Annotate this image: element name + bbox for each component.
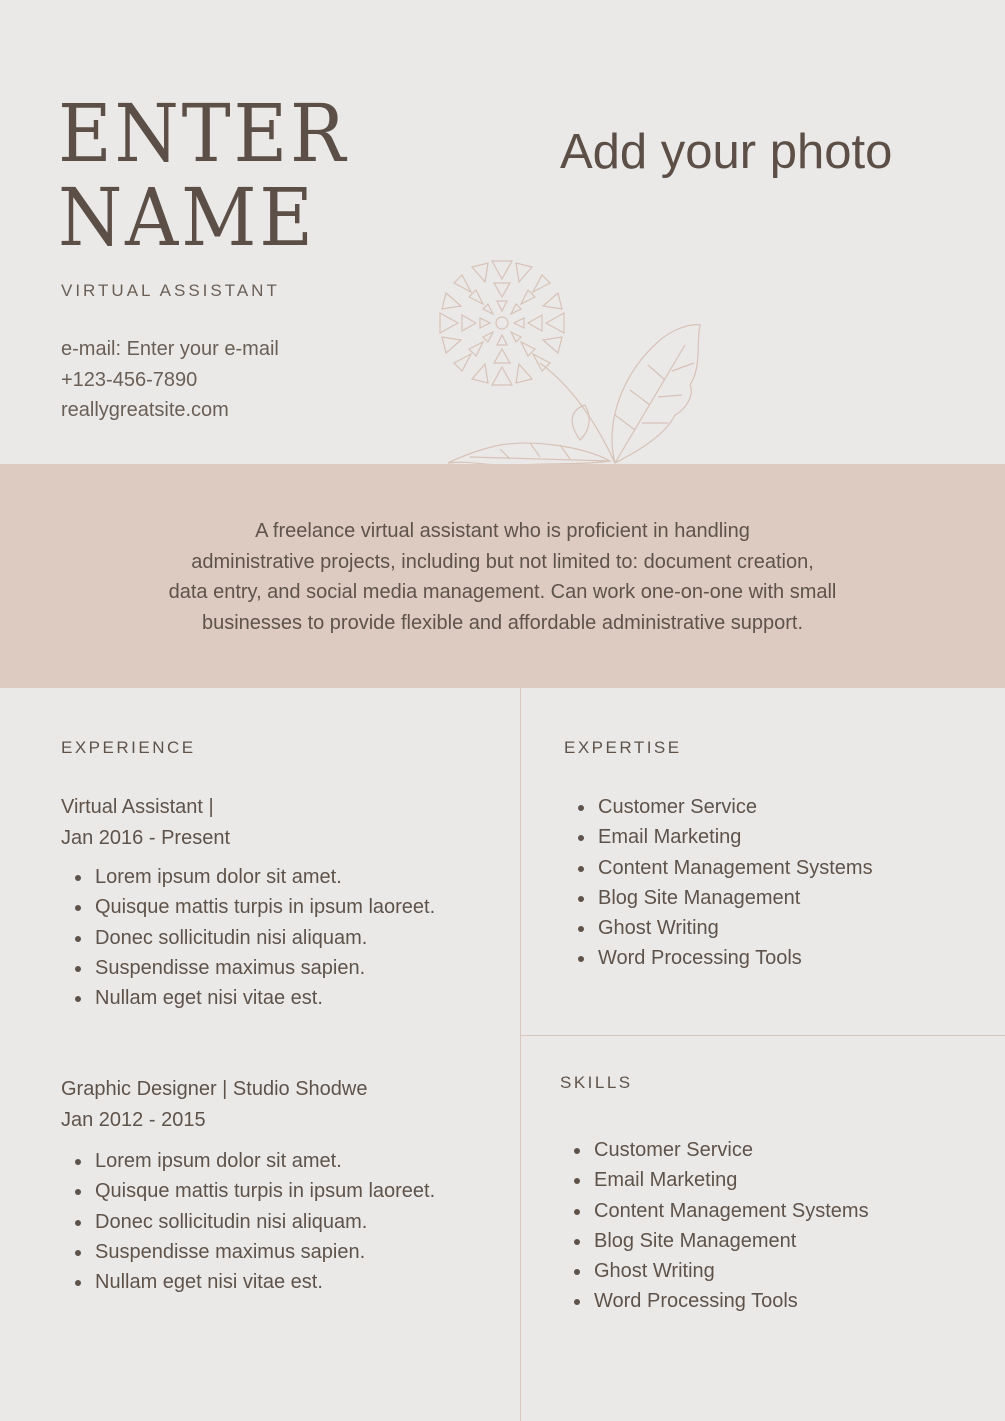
column-divider: [520, 688, 521, 1421]
list-item: Word Processing Tools: [564, 943, 873, 973]
list-item: Lorem ipsum dolor sit amet.: [61, 1146, 435, 1176]
job-entry-1-bullets: [61, 862, 435, 1013]
name-line-1: ENTER: [58, 87, 349, 180]
flower-stem: [540, 363, 615, 463]
name-heading: [58, 87, 349, 264]
list-item: Suspendisse maximus sapien.: [61, 1237, 435, 1267]
summary-line: businesses to provide flexible and affordable administrative support.: [201, 611, 804, 634]
list-item: Word Processing Tools: [560, 1286, 869, 1316]
list-item: Email Marketing: [564, 822, 873, 852]
contact-block: [61, 334, 279, 426]
list-item: Suspendisse maximus sapien.: [61, 953, 435, 983]
list-item: Nullam eget nisi vitae est.: [61, 983, 435, 1013]
list-item: Content Management Systems: [564, 853, 873, 883]
contact-phone: +123-456-7890: [61, 368, 198, 391]
section-divider: [521, 1035, 1005, 1036]
skills-heading: SKILLS: [560, 1073, 633, 1092]
list-item: Email Marketing: [560, 1165, 869, 1195]
summary-line: administrative projects, including but not limited to: document creation,: [191, 550, 814, 573]
job-dates: Jan 2012 - 2015: [61, 1108, 206, 1131]
job-title: Graphic Designer | Studio Shodwe: [61, 1078, 368, 1100]
job-entry-1-header: [61, 792, 230, 853]
job-dates: Jan 2016 - Present: [61, 826, 230, 849]
expertise-list: [564, 792, 873, 974]
list-item: Ghost Writing: [564, 913, 873, 943]
job-entry-2-header: [61, 1074, 367, 1135]
list-item: Quisque mattis turpis in ipsum laoreet.: [61, 1176, 435, 1206]
list-item: Lorem ipsum dolor sit amet.: [61, 862, 435, 892]
list-item: Content Management Systems: [560, 1196, 869, 1226]
name-line-2: NAME: [58, 171, 316, 264]
list-item: Customer Service: [564, 792, 873, 822]
leaf-small: [572, 405, 589, 440]
contact-email: e-mail: Enter your e-mail: [61, 338, 279, 360]
skills-list: [560, 1135, 869, 1317]
leaf-left: [448, 443, 610, 465]
job-title: Virtual Assistant |: [61, 796, 214, 818]
list-item: Blog Site Management: [560, 1226, 869, 1256]
list-item: Customer Service: [560, 1135, 869, 1165]
list-item: Blog Site Management: [564, 883, 873, 913]
job-entry-2-bullets: [61, 1146, 435, 1297]
summary-line: data entry, and social media management. Can work one-on-one with small: [168, 581, 837, 603]
summary-line: A freelance virtual assistant who is proficient in handling: [255, 520, 750, 542]
contact-website: reallygreatsite.com: [61, 399, 229, 421]
list-item: Donec sollicitudin nisi aliquam.: [61, 1207, 435, 1237]
expertise-heading: EXPERTISE: [564, 738, 682, 757]
list-item: Ghost Writing: [560, 1256, 869, 1286]
photo-placeholder[interactable]: Add your photo: [560, 125, 893, 179]
job-role: VIRTUAL ASSISTANT: [61, 281, 280, 300]
dahlia-flower-icon: [410, 245, 720, 467]
experience-heading: EXPERIENCE: [61, 738, 196, 757]
list-item: Nullam eget nisi vitae est.: [61, 1267, 435, 1297]
list-item: Quisque mattis turpis in ipsum laoreet.: [61, 892, 435, 922]
professional-summary: [110, 516, 895, 638]
list-item: Donec sollicitudin nisi aliquam.: [61, 923, 435, 953]
